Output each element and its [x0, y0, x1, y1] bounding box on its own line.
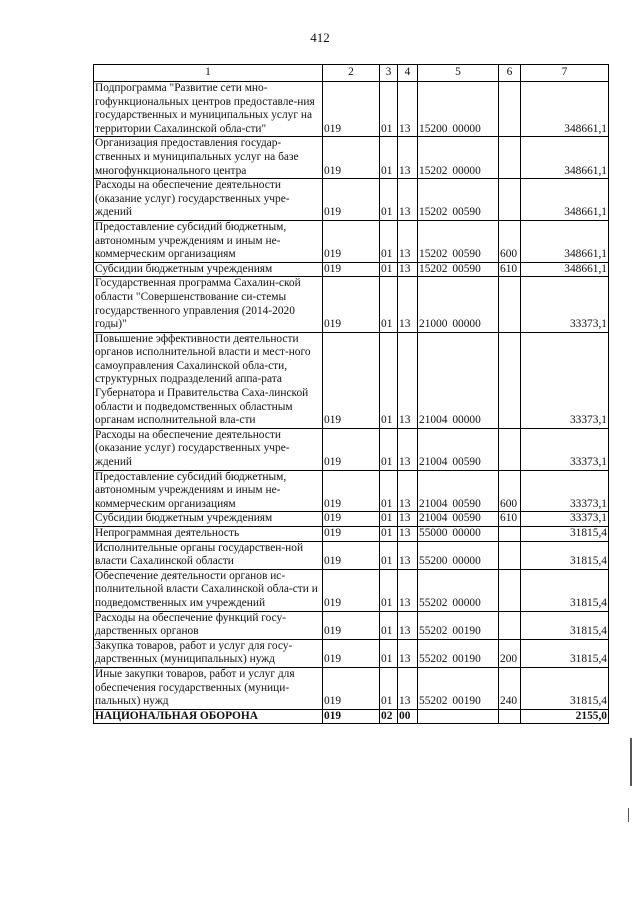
row-gr: 019	[323, 82, 380, 137]
row-pr: 13	[398, 569, 418, 611]
row-rz: 01	[380, 667, 398, 709]
row-cs: 15200 00000	[418, 82, 499, 137]
row-sum: 2155,0	[521, 709, 609, 724]
row-gr: 019	[323, 470, 380, 512]
row-pr: 13	[398, 277, 418, 332]
row-cs: 55200 00000	[418, 541, 499, 569]
margin-mark	[630, 738, 632, 786]
row-vr	[499, 428, 521, 470]
row-sum: 348661,1	[521, 262, 609, 277]
row-cs: 55202 00190	[418, 611, 499, 639]
row-vr: 610	[499, 512, 521, 527]
row-name: Повышение эффективности деятельности органов исполнительной власти и мест-ного самоуправления Сахалинской обла-сти, структурных подразделений аппа-рата Губернатора и Правительства Саха-линской области и подведомственных областным органам исполнительной вла-сти	[94, 332, 323, 428]
row-rz: 01	[380, 541, 398, 569]
row-pr: 13	[398, 179, 418, 221]
header-cell-1: 1	[94, 65, 323, 82]
row-name: Организация предоставления государ-ственных и муниципальных услуг на базе многофункционального центра	[94, 137, 323, 179]
row-gr: 019	[323, 541, 380, 569]
margin-mark	[628, 808, 629, 822]
table-row	[94, 611, 609, 639]
row-rz: 01	[380, 332, 398, 428]
row-pr: 13	[398, 667, 418, 709]
header-cell-3: 3	[380, 65, 398, 82]
row-name: Закупка товаров, работ и услуг для госу-дарственных (муниципальных) нужд	[94, 639, 323, 667]
row-cs: 15202 00590	[418, 262, 499, 277]
row-cs: 15202 00590	[418, 179, 499, 221]
row-vr: 200	[499, 639, 521, 667]
row-gr: 019	[323, 527, 380, 542]
table-row	[94, 709, 609, 724]
row-sum: 31815,4	[521, 639, 609, 667]
header-row	[94, 65, 609, 82]
table-row	[94, 667, 609, 709]
row-rz: 01	[380, 179, 398, 221]
row-sum: 33373,1	[521, 332, 609, 428]
row-pr: 13	[398, 541, 418, 569]
header-cell-7: 7	[521, 65, 609, 82]
row-vr: 240	[499, 667, 521, 709]
row-name: НАЦИОНАЛЬНАЯ ОБОРОНА	[94, 709, 323, 724]
row-name: Подпрограмма "Развитие сети мно-гофункциональных центров предоставле-ния государственных и муниципальных услуг на территории Сахалинской обла-сти"	[94, 82, 323, 137]
row-gr: 019	[323, 137, 380, 179]
row-rz: 02	[380, 709, 398, 724]
table-row	[94, 82, 609, 137]
row-gr: 019	[323, 179, 380, 221]
row-gr: 019	[323, 332, 380, 428]
table-row	[94, 179, 609, 221]
row-sum: 33373,1	[521, 470, 609, 512]
row-cs	[418, 709, 499, 724]
row-rz: 01	[380, 639, 398, 667]
row-sum: 31815,4	[521, 541, 609, 569]
row-vr	[499, 179, 521, 221]
row-cs: 55000 00000	[418, 527, 499, 542]
table-row	[94, 639, 609, 667]
table-row	[94, 137, 609, 179]
row-sum: 31815,4	[521, 667, 609, 709]
row-vr	[499, 527, 521, 542]
row-rz: 01	[380, 428, 398, 470]
row-gr: 019	[323, 277, 380, 332]
row-rz: 01	[380, 82, 398, 137]
row-rz: 01	[380, 470, 398, 512]
row-sum: 348661,1	[521, 137, 609, 179]
row-sum: 31815,4	[521, 611, 609, 639]
table-row	[94, 220, 609, 262]
row-pr: 00	[398, 709, 418, 724]
row-vr	[499, 137, 521, 179]
row-cs: 21004 00000	[418, 332, 499, 428]
header-cell-2: 2	[323, 65, 380, 82]
row-rz: 01	[380, 137, 398, 179]
row-rz: 01	[380, 611, 398, 639]
row-name: Непрограммная деятельность	[94, 527, 323, 542]
row-rz: 01	[380, 262, 398, 277]
row-pr: 13	[398, 512, 418, 527]
table-row	[94, 428, 609, 470]
row-name: Обеспечение деятельности органов ис-полнительной власти Сахалинской обла-сти и подведомственных им учреждений	[94, 569, 323, 611]
row-sum: 348661,1	[521, 82, 609, 137]
table-row	[94, 332, 609, 428]
row-vr: 600	[499, 220, 521, 262]
row-rz: 01	[380, 512, 398, 527]
row-name: Субсидии бюджетным учреждениям	[94, 512, 323, 527]
header-cell-6: 6	[499, 65, 521, 82]
row-pr: 13	[398, 82, 418, 137]
row-sum: 33373,1	[521, 428, 609, 470]
row-vr	[499, 611, 521, 639]
row-vr	[499, 541, 521, 569]
row-vr: 610	[499, 262, 521, 277]
row-sum: 348661,1	[521, 220, 609, 262]
table-row	[94, 541, 609, 569]
row-pr: 13	[398, 527, 418, 542]
row-name: Предоставление субсидий бюджетным, автономным учреждениям и иным не-коммерческим организациям	[94, 470, 323, 512]
row-rz: 01	[380, 220, 398, 262]
row-pr: 13	[398, 262, 418, 277]
row-name: Расходы на обеспечение деятельности (оказание услуг) государственных учре-ждений	[94, 179, 323, 221]
row-gr: 019	[323, 611, 380, 639]
row-pr: 13	[398, 137, 418, 179]
row-vr	[499, 569, 521, 611]
row-cs: 55202 00190	[418, 639, 499, 667]
page-number: 412	[310, 30, 330, 45]
row-vr	[499, 709, 521, 724]
header-cell-5: 5	[418, 65, 499, 82]
table-row	[94, 470, 609, 512]
row-cs: 55202 00000	[418, 569, 499, 611]
row-name: Иные закупки товаров, работ и услуг для обеспечения государственных (муници-пальных) нужд	[94, 667, 323, 709]
table-row	[94, 262, 609, 277]
row-rz: 01	[380, 527, 398, 542]
row-name: Государственная программа Сахалин-ской области "Совершенствование си-стемы государственного управления (2014-2020 годы)"	[94, 277, 323, 332]
row-gr: 019	[323, 428, 380, 470]
row-sum: 348661,1	[521, 179, 609, 221]
row-cs: 21004 00590	[418, 512, 499, 527]
row-gr: 019	[323, 220, 380, 262]
row-cs: 15202 00590	[418, 220, 499, 262]
row-vr	[499, 277, 521, 332]
row-cs: 21004 00590	[418, 428, 499, 470]
row-pr: 13	[398, 428, 418, 470]
row-name: Субсидии бюджетным учреждениям	[94, 262, 323, 277]
header-cell-4: 4	[398, 65, 418, 82]
row-gr: 019	[323, 262, 380, 277]
row-name: Предоставление субсидий бюджетным, автономным учреждениям и иным не-коммерческим организациям	[94, 220, 323, 262]
row-gr: 019	[323, 639, 380, 667]
row-pr: 13	[398, 639, 418, 667]
row-name: Расходы на обеспечение деятельности (оказание услуг) государственных учре-ждений	[94, 428, 323, 470]
table-body	[94, 82, 609, 724]
row-cs: 21004 00590	[418, 470, 499, 512]
row-pr: 13	[398, 470, 418, 512]
row-vr	[499, 82, 521, 137]
row-pr: 13	[398, 611, 418, 639]
table-row	[94, 512, 609, 527]
row-cs: 15202 00000	[418, 137, 499, 179]
row-vr: 600	[499, 470, 521, 512]
row-pr: 13	[398, 220, 418, 262]
row-name: Исполнительные органы государствен-ной власти Сахалинской области	[94, 541, 323, 569]
row-sum: 33373,1	[521, 512, 609, 527]
row-gr: 019	[323, 512, 380, 527]
row-vr	[499, 332, 521, 428]
table-row	[94, 569, 609, 611]
row-gr: 019	[323, 667, 380, 709]
row-pr: 13	[398, 332, 418, 428]
row-cs: 21000 00000	[418, 277, 499, 332]
row-gr: 019	[323, 709, 380, 724]
row-gr: 019	[323, 569, 380, 611]
row-sum: 33373,1	[521, 277, 609, 332]
table-row	[94, 527, 609, 542]
row-cs: 55202 00190	[418, 667, 499, 709]
budget-table	[93, 64, 609, 724]
row-rz: 01	[380, 277, 398, 332]
row-name: Расходы на обеспечение функций госу-дарственных органов	[94, 611, 323, 639]
row-sum: 31815,4	[521, 569, 609, 611]
row-rz: 01	[380, 569, 398, 611]
table-row	[94, 277, 609, 332]
row-sum: 31815,4	[521, 527, 609, 542]
